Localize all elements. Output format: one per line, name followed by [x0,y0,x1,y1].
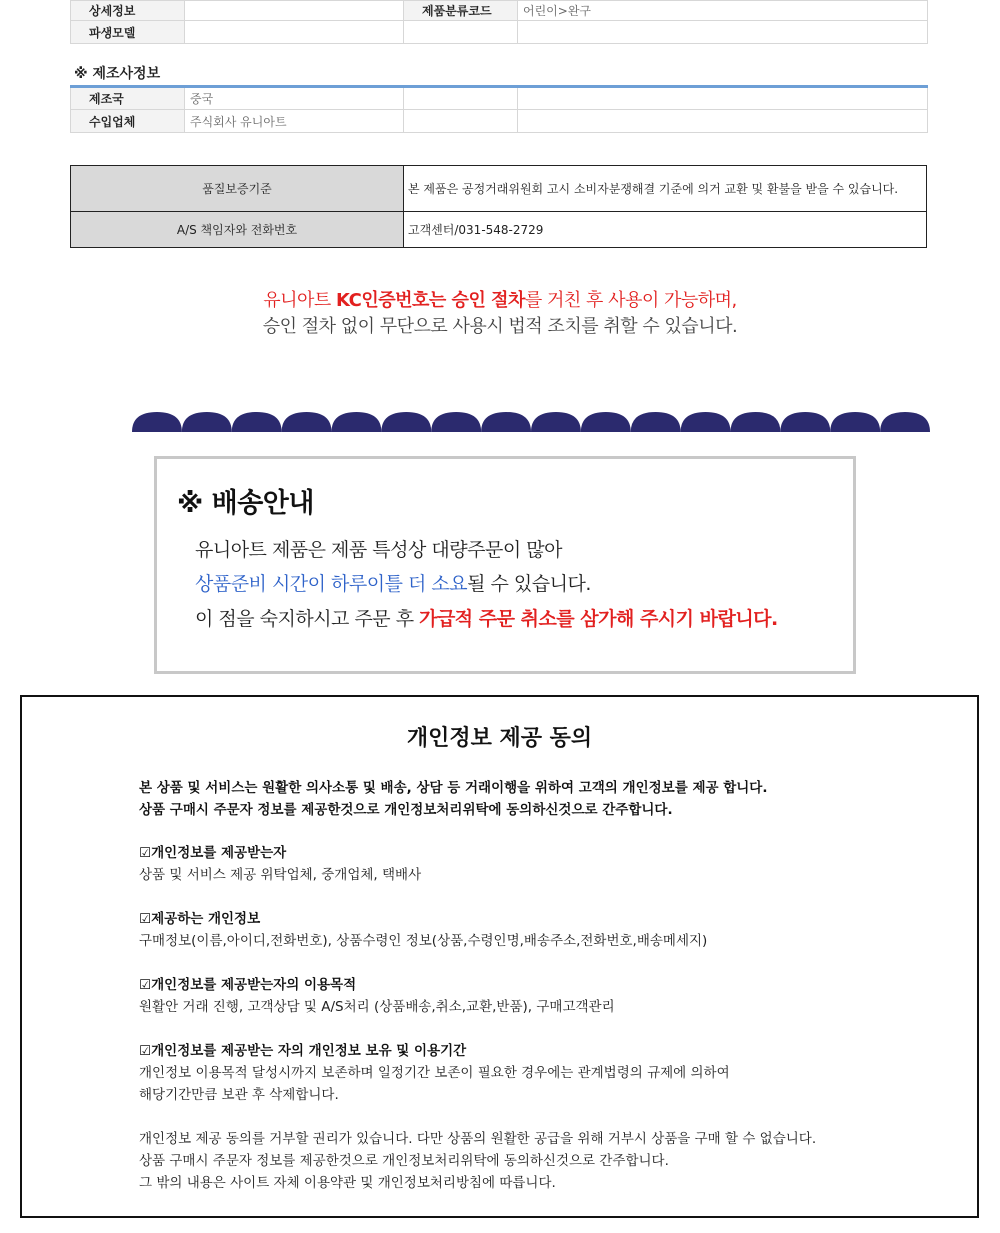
scallop-arc [830,412,880,432]
table-row [71,1,928,21]
manufacturer-section-title: ※ 제조사정보 [74,66,161,82]
derived-model-label: 파생모델 [71,21,185,44]
privacy-consent-box [20,695,979,1218]
scallop-arc [332,412,382,432]
consent-heading-retention [139,1040,466,1062]
scallop-arc [581,412,631,432]
table-row [71,87,928,110]
scallop-arc [531,412,581,432]
empty-cell [518,87,928,110]
shipping-line2-rest: 될 수 있습니다. [467,573,591,595]
quality-standard-value: 본 제품은 공정거래위원회 고시 소비자분쟁해결 기준에 의거 교환 및 환불을 받을 수 있습니다. [404,166,927,212]
detail-info-value [185,1,404,21]
scallop-arc [481,412,531,432]
derived-model-value [185,21,404,44]
category-code-label: 제품분류코드 [404,1,518,21]
scallop-arc [232,412,282,432]
consent-intro2: 상품 구매시 주문자 정보를 제공한것으로 개인정보처리위탁에 동의하신것으로 간주합니다. [139,802,673,818]
category-code-value: 어린이>완구 [518,1,928,21]
consent-info-text: 구매정보(이름,아이디,전화번호), 상품수령인 정보(상품,수령인명,배송주소,전화번호,배송메세지) [139,933,708,949]
kc-notice-emphasis: KC인증번호는 승인 절차 [336,290,525,311]
consent-purpose-text: 원활안 거래 진행, 고객상담 및 A/S처리 (상품배송,취소,교환,반품), 구매고객관리 [139,999,615,1015]
checkbox-icon: ☑ [139,845,152,861]
shipping-line2 [195,569,591,596]
checkbox-icon: ☑ [139,911,152,927]
empty-cell [518,110,928,133]
empty-cell [404,87,518,110]
as-contact-label: A/S 책임자와 전화번호 [71,212,404,248]
shipping-notice-box [154,456,856,674]
section-heading: 개인정보를 제공받는자의 이용목적 [151,977,357,993]
country-label: 제조국 [71,87,185,110]
shipping-line3 [195,604,778,631]
scallop-arc [381,412,431,432]
country-value: 중국 [185,87,404,110]
kc-notice-brand: 유니아트 [263,290,336,311]
scallop-arc [431,412,481,432]
consent-intro1: 본 상품 및 서비스는 원활한 의사소통 및 배송, 상담 등 거래이행을 위하여 고객의 개인정보를 제공 합니다. [139,780,768,796]
scallop-arc [681,412,731,432]
scallop-arc [731,412,781,432]
consent-heading-info [139,908,260,930]
empty-cell [518,21,928,44]
section-heading: 제공하는 개인정보 [151,911,261,927]
empty-cell [404,21,518,44]
shipping-title: ※ 배송안내 [177,488,314,519]
empty-cell [404,110,518,133]
consent-retention-text1: 개인정보 이용목적 달성시까지 보존하며 일정기간 보존이 필요한 경우에는 관계법령의 규제에 의하여 [139,1065,730,1081]
shipping-line3-start: 이 점을 숙지하시고 주문 후 [195,608,420,630]
section-heading: 개인정보를 제공받는자 [151,845,287,861]
scallop-arc [282,412,332,432]
detail-info-label: 상세정보 [71,1,185,21]
quality-table [70,165,927,248]
importer-label: 수입업체 [71,110,185,133]
consent-retention-text2: 해당기간만큼 보관 후 삭제합니다. [139,1087,339,1103]
importer-value: 주식회사 유니아트 [185,110,404,133]
consent-recipient-text: 상품 및 서비스 제공 위탁업체, 중개업체, 택배사 [139,867,422,883]
table-row [71,110,928,133]
kc-notice-line1 [0,286,1000,312]
quality-standard-label: 품질보증기준 [71,166,404,212]
scallop-arc [880,412,930,432]
table-row [71,21,928,44]
scallop-divider [132,410,930,432]
scallop-arc [631,412,681,432]
scallop-arc [182,412,232,432]
manufacturer-table [70,85,928,133]
checkbox-icon: ☑ [139,1043,152,1059]
scallop-arc [780,412,830,432]
kc-notice-rest: 를 거친 후 사용이 가능하며, [524,290,737,311]
table-row [71,166,927,212]
product-info-table [70,0,928,44]
consent-outro2: 상품 구매시 주문자 정보를 제공한것으로 개인정보처리위탁에 동의하신것으로 간주합니다. [139,1153,669,1169]
consent-outro1: 개인정보 제공 동의를 거부할 권리가 있습니다. 다만 상품의 원활한 공급을 위해 거부시 상품을 구매 할 수 없습니다. [139,1131,817,1147]
consent-heading-purpose [139,974,356,996]
as-contact-value: 고객센터/031-548-2729 [404,212,927,248]
consent-title: 개인정보 제공 동의 [406,726,593,751]
scallop-arc [132,412,182,432]
consent-heading-recipient [139,842,286,864]
shipping-line1: 유니아트 제품은 제품 특성상 대량주문이 많아 [195,539,562,561]
consent-outro3: 그 밖의 내용은 사이트 자체 이용약관 및 개인정보처리방침에 따릅니다. [139,1175,556,1191]
kc-notice-line2: 승인 절차 없이 무단으로 사용시 법적 조치를 취할 수 있습니다. [262,316,738,337]
shipping-cancel-warning: 가급적 주문 취소를 삼가해 주시기 바랍니다. [419,608,778,630]
shipping-delay-highlight: 상품준비 시간이 하루이틀 더 소요 [195,573,468,595]
table-row [71,212,927,248]
checkbox-icon: ☑ [139,977,152,993]
section-heading: 개인정보를 제공받는 자의 개인정보 보유 및 이용기간 [151,1043,467,1059]
